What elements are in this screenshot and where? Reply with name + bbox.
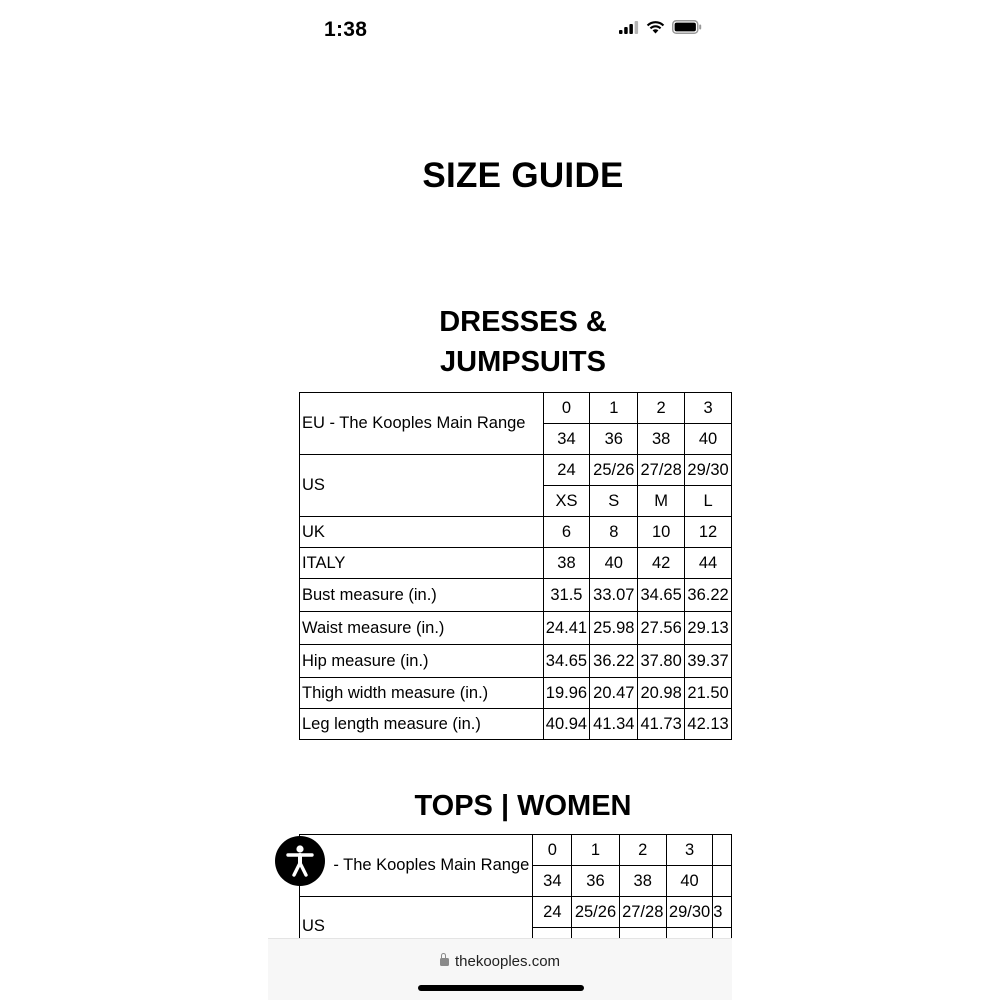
table-cell: 34 bbox=[533, 866, 572, 897]
status-time: 1:38 bbox=[324, 18, 368, 41]
row-label-uk: UK bbox=[300, 517, 544, 548]
table-cell: 34.65 bbox=[543, 645, 590, 678]
table-cell: 27/28 bbox=[638, 455, 685, 486]
row-label-hip: Hip measure (in.) bbox=[300, 645, 544, 678]
row-label-thigh: Thigh width measure (in.) bbox=[300, 678, 544, 709]
table-cell: 2 bbox=[619, 835, 666, 866]
dresses-size-table bbox=[299, 392, 732, 740]
section-title-line: JUMPSUITS bbox=[440, 346, 606, 378]
wifi-icon bbox=[646, 20, 665, 34]
table-cell: 41.73 bbox=[638, 709, 685, 740]
table-cell: 20.98 bbox=[638, 678, 685, 709]
table-cell: 36.22 bbox=[685, 579, 732, 612]
table-row bbox=[300, 517, 732, 548]
table-cell: L bbox=[685, 486, 732, 517]
row-label-waist: Waist measure (in.) bbox=[300, 612, 544, 645]
table-cell: 34.65 bbox=[638, 579, 685, 612]
table-cell: 3 bbox=[685, 393, 732, 424]
table-cell: 36 bbox=[590, 424, 638, 455]
lock-icon bbox=[440, 958, 449, 966]
table-row bbox=[300, 579, 732, 612]
table-row bbox=[300, 709, 732, 740]
phone-screen bbox=[268, 0, 732, 1000]
table-cell bbox=[713, 866, 732, 897]
table-cell: 41.34 bbox=[590, 709, 638, 740]
table-row bbox=[300, 455, 732, 486]
table-cell: XS bbox=[543, 486, 590, 517]
table-cell: 36.22 bbox=[590, 645, 638, 678]
table-cell: 27.56 bbox=[638, 612, 685, 645]
table-cell: 39.37 bbox=[685, 645, 732, 678]
row-label-eu: EU - The Kooples Main Range bbox=[300, 393, 544, 455]
table-cell: 42.13 bbox=[685, 709, 732, 740]
table-cell: 38 bbox=[638, 424, 685, 455]
table-cell: 20.47 bbox=[590, 678, 638, 709]
row-label-eu: - The Kooples Main Range bbox=[300, 835, 533, 897]
table-cell: 29.13 bbox=[685, 612, 732, 645]
table-cell: 1 bbox=[572, 835, 619, 866]
table-cell: 8 bbox=[590, 517, 638, 548]
accessibility-button[interactable] bbox=[275, 836, 325, 886]
accessibility-icon bbox=[285, 844, 315, 878]
table-cell: 33.07 bbox=[590, 579, 638, 612]
row-label-us: US bbox=[300, 455, 544, 517]
table-cell: 40 bbox=[590, 548, 638, 579]
cellular-signal-icon bbox=[619, 21, 639, 34]
table-cell: 6 bbox=[543, 517, 590, 548]
url-display[interactable] bbox=[268, 953, 732, 970]
table-row bbox=[300, 645, 732, 678]
table-cell: 40.94 bbox=[543, 709, 590, 740]
table-cell: S bbox=[590, 486, 638, 517]
table-cell: 0 bbox=[543, 393, 590, 424]
table-cell: 24.41 bbox=[543, 612, 590, 645]
row-label-us: US bbox=[300, 897, 533, 959]
table-cell: 44 bbox=[685, 548, 732, 579]
row-label-italy: ITALY bbox=[300, 548, 544, 579]
table-cell: 27/28 bbox=[619, 897, 666, 928]
page-title: SIZE GUIDE bbox=[422, 156, 624, 195]
row-label-bust: Bust measure (in.) bbox=[300, 579, 544, 612]
table-cell: 34 bbox=[543, 424, 590, 455]
table-cell: 36 bbox=[572, 866, 619, 897]
table-cell bbox=[713, 835, 732, 866]
url-text: thekooples.com bbox=[454, 953, 561, 970]
table-cell: 25.98 bbox=[590, 612, 638, 645]
table-cell: 1 bbox=[590, 393, 638, 424]
table-row bbox=[300, 548, 732, 579]
section-title-dresses bbox=[268, 302, 732, 382]
table-row bbox=[300, 393, 732, 424]
table-cell: 24 bbox=[533, 897, 572, 928]
table-row bbox=[300, 897, 732, 928]
table-cell: 10 bbox=[638, 517, 685, 548]
table-cell: 40 bbox=[666, 866, 712, 897]
table-cell: 0 bbox=[533, 835, 572, 866]
section-title-tops: TOPS | WOMEN bbox=[414, 790, 632, 822]
status-icons bbox=[619, 20, 702, 34]
table-row bbox=[300, 678, 732, 709]
table-cell: 21.50 bbox=[685, 678, 732, 709]
home-indicator[interactable] bbox=[418, 985, 584, 991]
table-cell: 38 bbox=[543, 548, 590, 579]
table-cell: 12 bbox=[685, 517, 732, 548]
table-cell: 29/30 bbox=[666, 897, 712, 928]
table-row bbox=[300, 835, 732, 866]
table-cell: 40 bbox=[685, 424, 732, 455]
table-cell: 38 bbox=[619, 866, 666, 897]
browser-address-bar[interactable] bbox=[268, 938, 732, 1000]
table-cell: 25/26 bbox=[572, 897, 619, 928]
table-cell: 29/30 bbox=[685, 455, 732, 486]
table-cell: 3 bbox=[666, 835, 712, 866]
row-label-leg: Leg length measure (in.) bbox=[300, 709, 544, 740]
table-cell: 42 bbox=[638, 548, 685, 579]
table-cell: M bbox=[638, 486, 685, 517]
table-cell: 19.96 bbox=[543, 678, 590, 709]
table-cell: 24 bbox=[543, 455, 590, 486]
table-cell: 2 bbox=[638, 393, 685, 424]
table-cell: 37.80 bbox=[638, 645, 685, 678]
table-cell: 3 bbox=[713, 897, 732, 928]
table-row bbox=[300, 612, 732, 645]
section-title-line: DRESSES & bbox=[439, 306, 607, 338]
table-cell: 31.5 bbox=[543, 579, 590, 612]
table-cell: 25/26 bbox=[590, 455, 638, 486]
battery-icon bbox=[672, 20, 702, 34]
